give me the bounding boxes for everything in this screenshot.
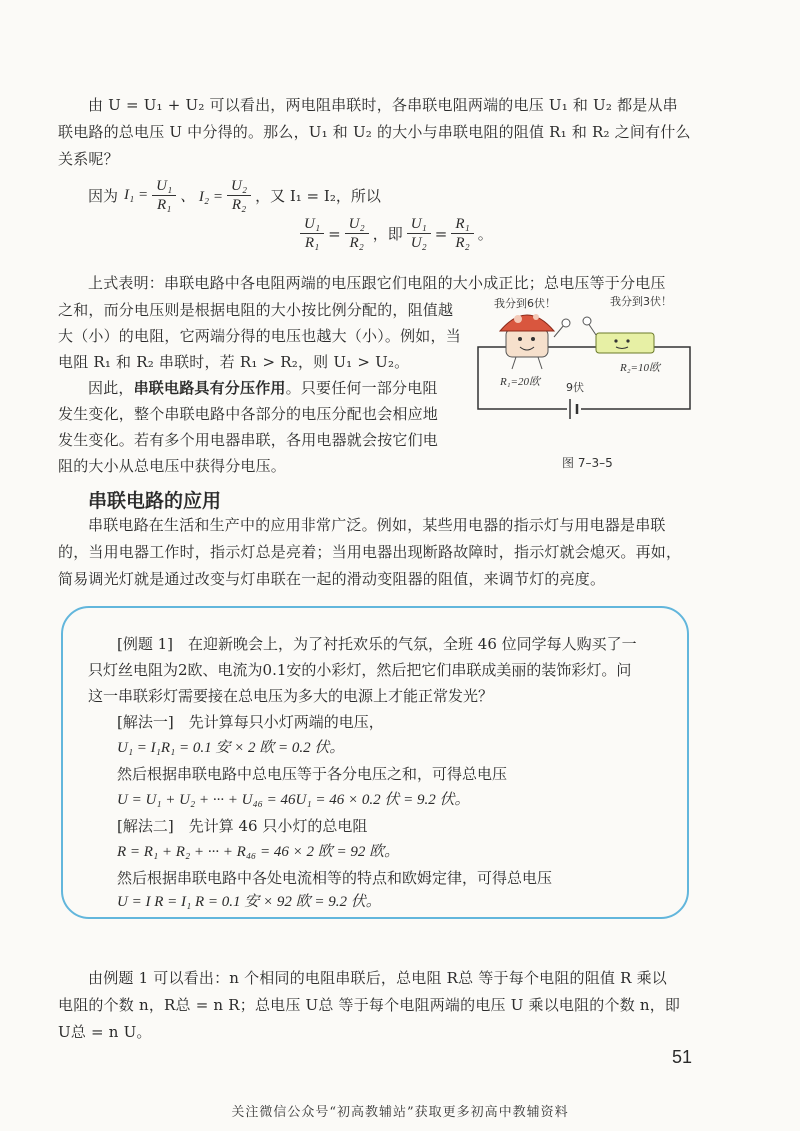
body-line-3: 大（小）的电阻，它两端分得的电压也越大（小）。例如，当 [58,327,461,345]
example-line-4: [解法一] 先计算每只小灯两端的电压， [117,713,384,731]
r1-leg [512,357,516,369]
body-line-5-pre: 因此， [88,379,134,397]
intro-line-1: 由 U = U₁ + U₂ 可以看出，两电阻串联时，各串联电阻两端的电压 U₁ 和 U₂ 都是从串 [88,96,678,114]
footer-note: 关注微信公众号“初高教辅站”获取更多初高中教辅资料 [231,1105,569,1120]
example-line-2: 只灯丝电阻为2欧、电流为0.1安的小彩灯，然后把它们串联成美丽的装饰彩灯。问 [88,661,632,679]
r1-hand [562,319,570,327]
r1-spot [533,314,539,320]
r1-spot [514,315,522,323]
page-number: 51 [672,1047,693,1067]
derivation-row-2 [296,215,493,252]
body-line-8: 阻的大小从总电压中获得分电压。 [58,457,287,475]
fraction-denominator: R₂ [455,235,470,251]
fraction-denominator: R₁ [156,197,172,213]
fraction-denominator: R₂ [349,235,364,251]
r2-eye [626,339,629,342]
fraction-numerator: R₁ [451,215,473,234]
fraction-denominator: U₂ [410,235,427,251]
example-line-1: [例题 1] 在迎新晚会上，为了衬托欢乐的气氛，全班 46 位同学每人购买了一 [117,635,637,653]
section-line-1: 串联电路在生活和生产中的应用非常广泛。例如，某些用电器的指示灯与用电器是串联 [88,516,666,534]
bubble-right: 我分到3伏！ [610,295,672,308]
derivation-ji: ，即 [372,225,403,243]
derivation-i2: 、 I₂ = [180,189,224,205]
example-line-8: [解法二] 先计算 46 只小灯的总电阻 [117,817,368,835]
fraction-u1-r1-b [300,215,324,252]
equals-sign: = [328,224,341,243]
section-line-3: 简易调光灯就是通过改变与灯串联在一起的滑动变阻器的阻值，来调节灯的亮度。 [58,570,606,588]
example-line-3: 这一串联彩灯需要接在总电压为多大的电源上才能正常发光？ [88,687,494,705]
example-line-6: 然后根据串联电路中总电压等于各分电压之和，可得总电压 [117,765,508,783]
derivation-row-1 [88,177,381,214]
fraction-u1-u2 [407,215,431,252]
figure-caption: 图 7–3–5 [562,456,613,470]
r1-leg [538,357,542,369]
derivation-end: 。 [477,225,493,243]
r1-label: R₁=20欧 [500,376,540,388]
body-line-7: 发生变化。若有多个用电器串联，各用电器就会按它们电 [58,431,439,449]
derivation-also: ，又 I₁ = I₂，所以 [255,187,381,205]
r1-resistor [506,329,548,357]
battery-label: 9伏 [566,381,584,394]
example-line-9: R = R₁ + R₂ + ··· + R₄₆ = 46 × 2 欧 = 92 欧。 [117,844,400,860]
body-line-1: 上式表明：串联电路中各电阻两端的电压跟它们电阻的大小成正比；总电压等于分电压 [88,274,666,292]
derivation-because: 因为 [88,187,119,205]
r1-arm [554,325,564,337]
intro-line-2: 联电路的总电压 U 中分得的。那么，U₁ 和 U₂ 的大小与串联电阻的阻值 R₁ 和 R₂ 之间有什么 [58,123,691,141]
body-line-5-post: 。只要任何一部分电阻 [285,379,438,397]
section-line-2: 的，当用电器工作时，指示灯总是亮着；当用电器出现断路故障时，指示灯就会熄灭。再如， [58,543,682,561]
body-line-4: 电阻 R₁ 和 R₂ 串联时，若 R₁ > R₂，则 U₁ > U₂。 [58,353,410,371]
r1-cap [500,315,554,331]
r2-label: R₂=10欧 [620,362,660,374]
battery-gap [567,403,581,415]
fraction-u2-r2 [227,177,251,214]
derivation-i1: I₁ = [124,187,149,203]
conclusion-line-2: 电阻的个数 n，R总 = n R；总电压 U总 等于每个电阻两端的电压 U 乘以电阻的个数 n，即 [58,996,681,1014]
r1-eye [518,337,522,341]
fraction-numerator: U₁ [152,177,176,196]
fraction-u1-r1 [152,177,176,214]
conclusion-line-1: 由例题 1 可以看出：n 个相同的电阻串联后，总电阻 R总 等于每个电阻的阻值 R 乘以 [88,969,667,987]
intro-line-3: 关系呢？ [58,150,119,168]
body-line-6: 发生变化，整个串联电路中各部分的电压分配也会相应地 [58,405,439,423]
fraction-numerator: U₁ [407,215,431,234]
equals-sign: = [434,224,448,243]
body-line-2: 之和，而分电压则是根据电阻的大小按比例分配的，阻值越 [58,301,454,319]
fraction-numerator: U₂ [345,215,369,234]
fraction-r1-r2 [451,215,473,252]
fraction-denominator: R₁ [304,235,320,251]
example-line-10: 然后根据串联电路中各处电流相等的特点和欧姆定律，可得总电压 [117,869,553,887]
section-heading: 串联电路的应用 [88,490,222,512]
fraction-denominator: R₂ [231,197,247,213]
fraction-numerator: U₂ [227,177,251,196]
r2-eye [614,339,617,342]
r2-hand [583,317,591,325]
circuit-figure [470,295,710,455]
bubble-left: 我分到6伏！ [494,297,556,310]
r2-resistor [596,333,654,353]
example-line-5: U₁ = I₁R₁ = 0.1 安 × 2 欧 = 0.2 伏。 [117,740,345,756]
fraction-u2-r2-b [345,215,369,252]
example-line-11: U = I R = I₁ R = 0.1 安 × 92 欧 = 9.2 伏。 [117,894,381,910]
r1-eye [531,337,535,341]
body-line-5 [88,375,438,401]
example-line-7: U = U₁ + U₂ + ··· + U₄₆ = 46U₁ = 46 × 0.2 伏 = 9.2 伏。 [117,792,470,808]
fraction-numerator: U₁ [300,215,324,234]
body-line-5-bold: 串联电路具有分压作用 [133,379,286,397]
conclusion-line-3: U总 = n U。 [58,1023,152,1041]
